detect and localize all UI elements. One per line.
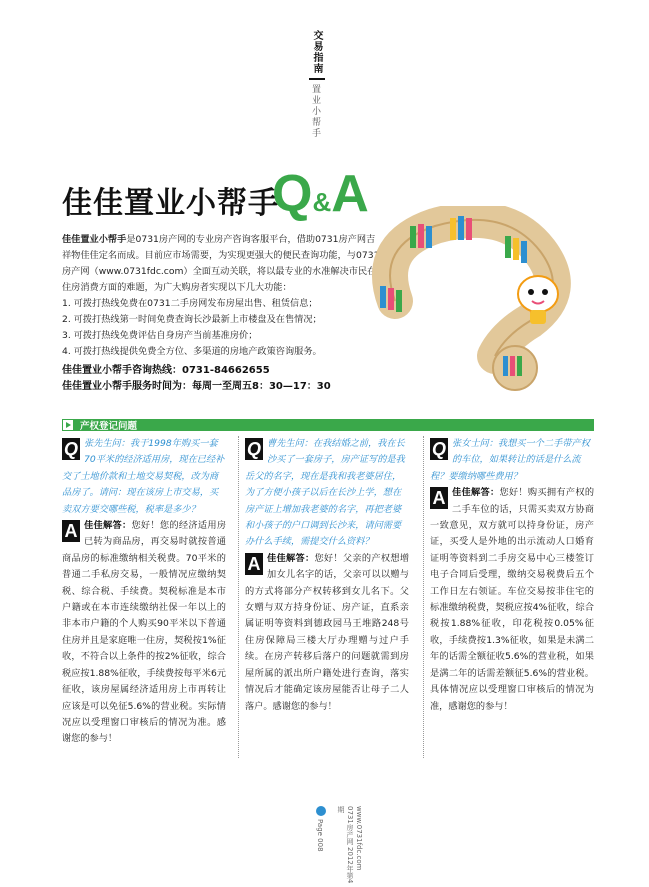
intro-lead: 佳佳置业小帮手 — [62, 234, 127, 245]
site-url: www.0731fdc.com — [355, 806, 363, 871]
feature-item: 2. 可拨打热线第一时间免费查询长沙最新上市楼盘及在售情况； — [62, 314, 322, 325]
qa-logo-q: Q — [272, 165, 313, 223]
feature-item: 1. 可拨打热线免费在0731二手房网发布房屋出售、租赁信息； — [62, 298, 318, 309]
bookshelf-question-mark-illustration — [355, 206, 585, 396]
qa-logo-amp: & — [312, 187, 332, 217]
page-dot-icon — [316, 806, 326, 816]
intro-body: 是0731房产网的专业房产咨询客服平台，借助0731房产网吉祥物佳佳定名而成。目前应市场需要，为实现更强大的便民查询功能，与0731房产网（www.0731fdc.com）全面互动关联，将以最专业的水准解决市民在住房消费方面的难题，为广大购房者实现以下几大功能： — [62, 234, 380, 293]
hotline-hours: 佳佳置业小帮手服务时间为：每周一至周五8：30—17：30 — [62, 381, 331, 392]
a-badge-icon: A — [245, 553, 263, 575]
answer-head: 佳佳解答： — [84, 520, 132, 532]
page-footer — [316, 806, 326, 852]
qa-item — [245, 436, 409, 715]
hotline-info — [62, 363, 331, 395]
answer — [430, 485, 594, 715]
q-badge-icon: Q — [246, 439, 261, 459]
q-badge-icon: Q — [431, 439, 446, 459]
question — [430, 436, 594, 485]
a-badge-icon: A — [62, 520, 80, 542]
hotline-phone: 佳佳置业小帮手咨询热线：0731-84662655 — [62, 365, 270, 376]
column-divider — [238, 436, 240, 758]
question — [245, 436, 409, 551]
column-divider — [423, 436, 425, 758]
page-title — [62, 165, 369, 223]
section-tag — [309, 30, 327, 139]
qa-logo-a: A — [331, 165, 369, 223]
answer-head: 佳佳解答： — [267, 552, 315, 564]
tag-divider — [309, 78, 325, 80]
intro-text — [62, 232, 380, 360]
question — [62, 436, 226, 518]
qa-item — [430, 436, 594, 715]
feature-item: 4. 可拨打热线提供免费全方位、多渠道的房地产政策咨询服务。 — [62, 346, 322, 357]
answer-head: 佳佳解答： — [452, 487, 500, 499]
answer-text: 您好！购买拥有产权的二手车位的话，只需买卖双方协商一致意见，双方就可以持身份证，房产证，买受人是外地的出示流动人口婚育证明等资料到二手房交易中心三楼签订电子合同后受理，缴纳交易税费后五个工作日左右领证。车位交易按非住宅的标准缴纳税费，契税应按4%征收，综合税按1.88%征收，印花税按0.05%征收，手续费按1.3%征收，如果是未满二年的话需全额征收5.6%的营业税，如果是满二年的话需差额征5.6%的营业税。具体情况应以受理窗口审核后的情况为准，感谢您的参与！ — [430, 487, 595, 712]
feature-list — [62, 296, 380, 360]
footer-site — [336, 806, 363, 887]
q-badge-icon: Q — [63, 439, 78, 459]
section-label: 产权登记问题 — [80, 421, 138, 432]
section-header — [62, 419, 594, 431]
qa-item — [62, 436, 226, 748]
arrow-icon — [62, 419, 74, 431]
question-text: 曹先生问：在我结婚之前，我在长沙买了一套房子，房产证写的是我岳父的名字，现在是我和我老婆居住，为了方便小孩子以后在长沙上学，想在房产证上增加我老婆的名字，再把老婆和小孩子的户口调到长沙来，请问需要办什么手续，需提交什么资料？ — [245, 438, 405, 548]
issue-info: 0731房产网 2012年第4期 — [337, 806, 354, 884]
column-name: 置业小帮手 — [310, 84, 320, 139]
answer — [245, 551, 409, 715]
a-badge-icon: A — [430, 487, 448, 509]
question-text: 张先生问：我于1998年购买一套70平米的经济适用房，现在已经补交了土地价款和土地交易契税，改为商品房了。请问：现在该房上市交易，买卖双方要交哪些税，税率是多少？ — [62, 438, 225, 515]
feature-item: 3. 可拨打热线免费评估自身房产当前基准房价； — [62, 330, 258, 341]
answer-text: 您好！父亲的产权想增加女儿名字的话，父亲可以以赠与的方式将部分产权转移到女儿名下。父女赠与双方持身份证、房产证，直系亲属证明等资料到德政园马王堆路248号住房保障局三楼大厅办理赠与过户手续。在房产转移后落户的问题就需到房屋所属的派出所户籍处进行查询，落实情况后才能确定该房屋能否让母子二人落户。感谢您的参与！ — [245, 552, 410, 712]
answer — [62, 518, 226, 748]
answer-text: 您好！您的经济适用房已转为商品房，再交易时就按普通商品房的标准缴纳相关税费。70平米的普通二手私房交易，一般情况应缴纳契税、综合税、手续费。契税标准是本市户籍或在本市连续缴纳社保一年以上的非本市户籍的个人购买90平米以下普通住房并且是家庭唯一住房，契税按1%征收，不符合以上条件的按2%征收，综合税应按1.88%征收，手续费按每平米6元征收，该房屋属经济适用房上市再转让应该是可以免征5.6%的营业税。实际情况应以受理窗口审核后的情况为准。感谢您的参与！ — [62, 520, 227, 745]
question-text: 张女士问：我想买一个二手带产权的车位，如果转让的话是什么流程？要缴纳哪些费用？ — [430, 438, 590, 482]
page-number: Page 008 — [316, 819, 324, 852]
section-category: 交易指南 — [311, 30, 322, 74]
title-text: 佳佳置业小帮手 — [62, 186, 279, 221]
